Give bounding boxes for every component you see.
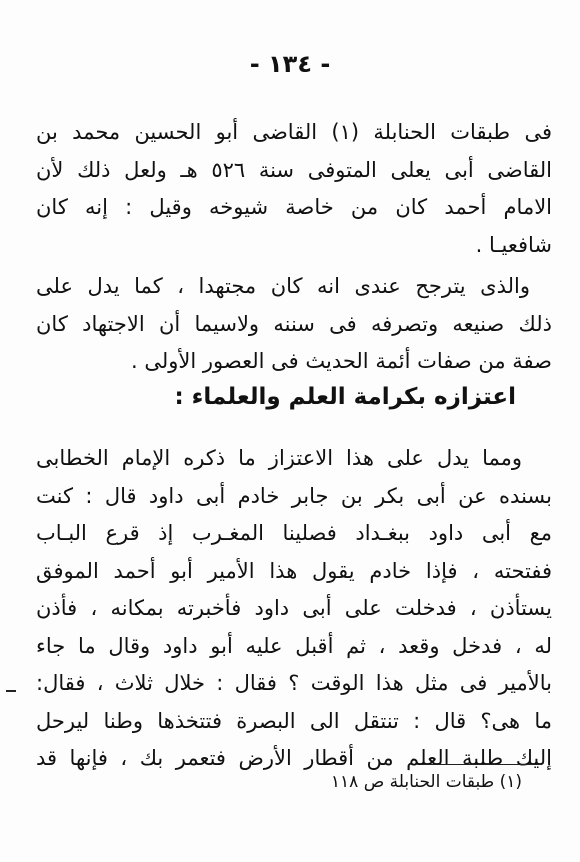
- text-line: له ، فدخل وقعد ، ثم أقبل عليه أبو داود وقال ما جاء: [36, 633, 552, 658]
- footnote: (١) طبقات الحنابلة ص ١١٨: [330, 772, 522, 792]
- text-line: يستأذن ، فدخلت على أبى داود فأخبرته بمكانه ، فأذن: [36, 596, 552, 620]
- text-line: ومما يدل على هذا الاعتزاز ما ذكره الإمام الخطابى: [36, 446, 522, 470]
- page-number: - ١٣٤ -: [249, 50, 331, 78]
- text-line: فى طبقات الحنابلة (١) القاضى أبو الحسين محمد بن: [36, 120, 552, 144]
- text-line: الامام أحمد كان من خاصة شيوخه وقيل : إنه كان: [36, 195, 552, 219]
- text-line: صفة من صفات أئمة الحديث فى العصور الأولى .: [131, 349, 552, 373]
- text-line: شافعيـا .: [475, 232, 552, 257]
- text-line: بسنده عن أبى بكر بن جابر خادم أبى داود قال : كنت: [36, 483, 552, 508]
- text-line: ما هى؟ قال : تنتقل الى البصرة فتتخذها وطنا ليرحل: [36, 708, 552, 733]
- paragraph-3: [36, 440, 552, 778]
- text-line: إليك طلبة العلم من أقطار الأرض فتعمر بك ، فإنها قد: [36, 746, 552, 770]
- section-heading: اعتزازه بكرامة العلم والعلماء :: [174, 384, 516, 410]
- footnote-divider: [422, 764, 542, 765]
- text-line: بالأمير فى مثل هذا الوقت ؟ فقال : خلال ثلاث ، فقال:: [36, 671, 552, 695]
- text-line: مع أبى داود ببغـداد فصلينا المغـرب إذ قرع البـاب: [36, 521, 552, 545]
- text-line: والذى يترجح عندى انه كان مجتهدا ، كما يدل على: [36, 274, 530, 298]
- text-line: القاضى أبى يعلى المتوفى سنة ٥٢٦ هـ ولعل ذلك لأن: [36, 157, 552, 182]
- paragraph-2: [36, 268, 552, 381]
- text-line: ذلك صنيعه وتصرفه فى سننه ولاسيما أن الاجتهاد كان: [36, 311, 552, 336]
- text-line: ففتحته ، فإذا خادم يقول هذا الأمير أبو أحمد الموفق: [36, 558, 552, 583]
- margin-dash: [6, 690, 16, 692]
- paragraph-1: [36, 114, 552, 264]
